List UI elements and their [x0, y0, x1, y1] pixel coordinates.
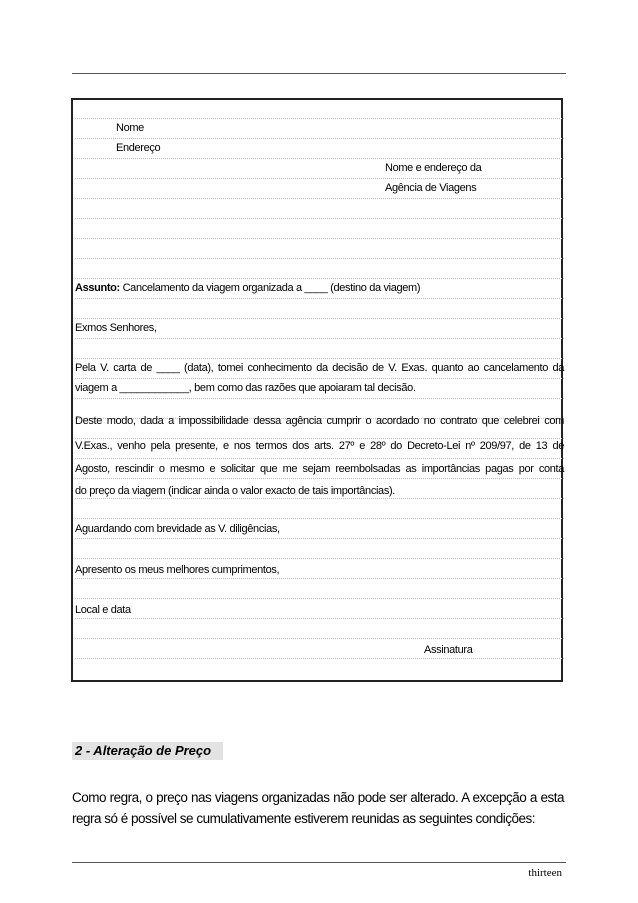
ruling-line	[75, 338, 564, 339]
ruling-line	[75, 298, 564, 299]
paragraph-3: Aguardando com brevidade as V. diligências,	[75, 523, 280, 535]
paragraph-2-line-2: V.Exas., venho pela presente, e nos termos dos arts. 27º e 28º do Decreto-Lei nº 209/97, de 13 de	[75, 440, 564, 452]
paragraph-1-line-1: Pela V. carta de ____ (data), tomei conhecimento da decisão de V. Exas. quanto ao cancelamento da	[75, 362, 564, 374]
paragraph-2-line-1: Deste modo, dada a impossibilidade dessa agência cumprir o acordado no contrato que celebrei com	[75, 415, 564, 427]
sender-address: Endereço	[116, 142, 161, 154]
section-heading: 2 - Alteração de Preço	[72, 742, 223, 760]
subject-text: Cancelamento da viagem organizada a ____ (destino da viagem)	[119, 282, 421, 294]
place-and-date: Local e data	[75, 604, 131, 616]
section-body-line-1: Como regra, o preço nas viagens organizadas não pode ser alterado. A excepção a esta	[72, 790, 564, 805]
ruling-line	[75, 278, 564, 279]
ruling-line	[75, 158, 564, 159]
ruling-line	[75, 318, 564, 319]
greeting: Exmos Senhores,	[75, 322, 157, 334]
page-number: thirteen	[528, 867, 562, 879]
ruling-line	[75, 258, 564, 259]
ruling-line	[75, 438, 564, 439]
ruling-line	[75, 358, 564, 359]
recipient-line-2: Agência de Viagens	[385, 182, 477, 194]
ruling-line	[75, 578, 564, 579]
ruling-line	[75, 598, 564, 599]
top-rule	[72, 73, 566, 74]
paragraph-2-line-4: do preço da viagem (indicar ainda o valor exacto de tais importâncias).	[75, 485, 395, 497]
paragraph-2-line-3: Agosto, rescindir o mesmo e solicitar que me sejam reembolsadas as importâncias pagas por conta	[75, 463, 564, 475]
paragraph-1-line-2: viagem a ____________, bem como das razões que apoiaram tal decisão.	[75, 382, 416, 394]
ruling-line	[75, 658, 564, 659]
ruling-line	[75, 618, 564, 619]
ruling-line	[75, 638, 564, 639]
ruling-line	[75, 178, 564, 179]
footer-rule	[72, 862, 566, 863]
paragraph-4: Apresento os meus melhores cumprimentos,	[75, 564, 280, 576]
ruling-line	[75, 398, 564, 399]
ruling-line	[75, 378, 564, 379]
ruling-line	[75, 118, 564, 119]
ruling-line	[75, 538, 564, 539]
ruling-line	[75, 558, 564, 559]
ruling-line	[75, 498, 564, 499]
subject-label: Assunto:	[75, 282, 120, 294]
section-body-line-2: regra só é possível se cumulativamente estiverem reunidas as seguintes condições:	[72, 811, 536, 826]
sender-name: Nome	[116, 122, 144, 134]
ruling-line	[75, 138, 564, 139]
signature-label: Assinatura	[424, 644, 473, 656]
ruling-line	[75, 238, 564, 239]
recipient-line-1: Nome e endereço da	[385, 162, 482, 174]
subject-line	[75, 282, 420, 295]
ruling-line	[75, 458, 564, 459]
ruling-line	[75, 518, 564, 519]
ruling-line	[75, 198, 564, 199]
ruling-line	[75, 218, 564, 219]
ruling-line	[75, 478, 564, 479]
